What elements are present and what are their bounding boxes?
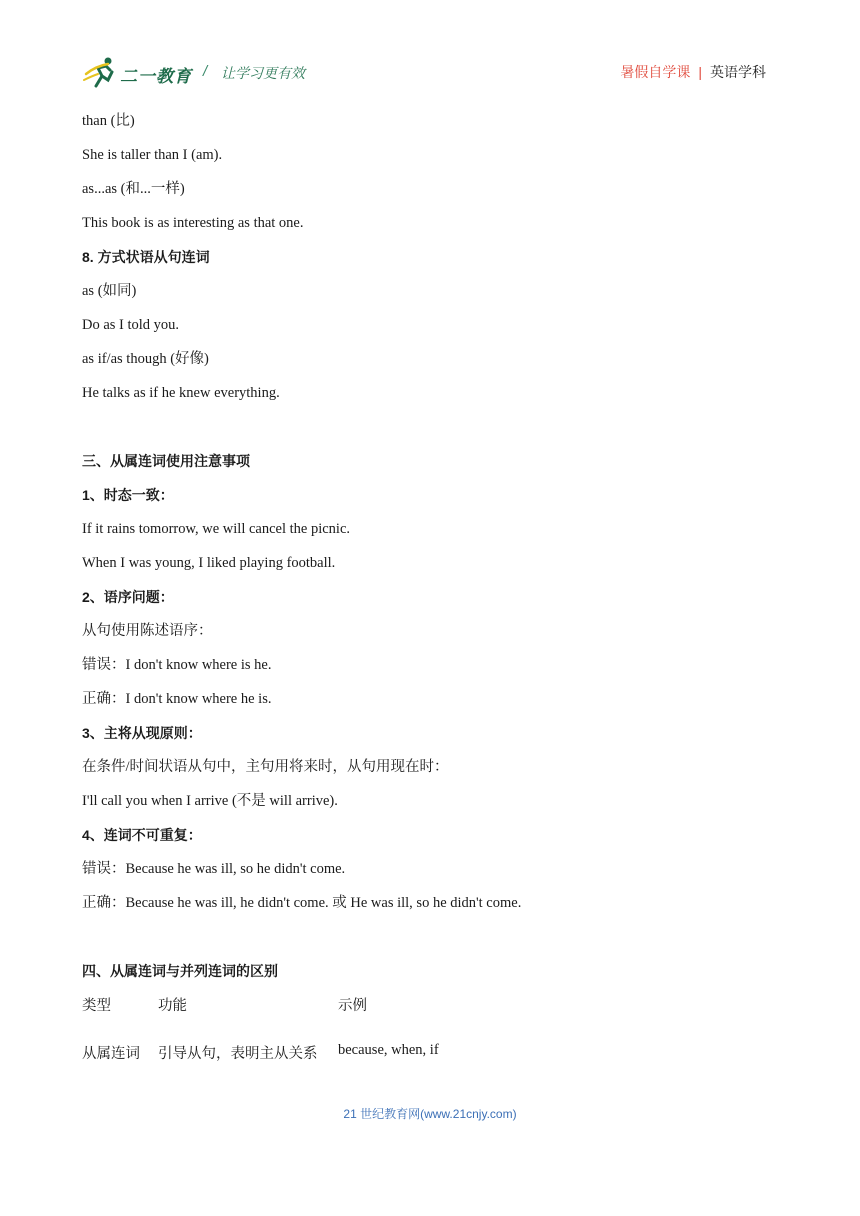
- section-heading: 2、语序问题：: [82, 589, 174, 605]
- table-cell-type: 从属连词: [82, 1046, 140, 1062]
- section-heading: 4、连词不可重复：: [82, 827, 202, 843]
- section-heading: 1、时态一致：: [82, 487, 174, 503]
- course-label: 暑假自学课: [620, 64, 691, 80]
- spacer: [82, 416, 772, 450]
- body-line: I'll call you when I arrive (不是 will arrive).: [82, 793, 338, 809]
- spacer: [82, 926, 772, 960]
- body-line: 错误：Because he was ill, so he didn't come.: [82, 861, 346, 877]
- body-line: 在条件/时间状语从句中，主句用将来时，从句用现在时：: [82, 759, 449, 775]
- body-line: If it rains tomorrow, we will cancel the picnic.: [82, 521, 351, 537]
- body-line: as if/as though (好像): [82, 351, 209, 367]
- body-line: 正确：Because he was ill, he didn't come. 或 He was ill, so he didn't come.: [82, 895, 522, 911]
- slogan-separator: /: [203, 63, 208, 80]
- section-heading: 8. 方式状语从句连词: [82, 249, 210, 265]
- table-header-example: 示例: [338, 998, 367, 1014]
- table-row: [82, 1042, 772, 1090]
- body-line: When I was young, I liked playing football.: [82, 555, 336, 571]
- section-heading: 三、从属连词使用注意事项: [82, 453, 250, 469]
- body-line: 从句使用陈述语序：: [82, 623, 213, 639]
- table-cell-example: because, when, if: [338, 1042, 439, 1058]
- document-body: [82, 110, 772, 994]
- body-line: She is taller than I (am).: [82, 147, 223, 163]
- section-heading: 3、主将从现原则：: [82, 725, 202, 741]
- table-cell-function: 引导从句，表明主从关系: [158, 1046, 318, 1062]
- page-header: [82, 56, 766, 90]
- table-header-function: 功能: [158, 998, 187, 1014]
- table-header-row: [82, 994, 772, 1042]
- runner-logo-icon: [82, 56, 122, 88]
- header-divider: |: [698, 64, 702, 80]
- body-line: 错误：I don't know where is he.: [82, 657, 272, 673]
- table-header-type: 类型: [82, 998, 111, 1014]
- logo-text: 二一教育: [120, 67, 192, 86]
- body-line: Do as I told you.: [82, 317, 180, 333]
- body-line: as...as (和...一样): [82, 181, 185, 197]
- body-line: than (比): [82, 113, 135, 129]
- section-heading: 四、从属连词与并列连词的区别: [82, 963, 278, 979]
- slogan: 让学习更有效: [221, 65, 305, 81]
- header-course-info: [620, 62, 766, 82]
- logo: [82, 56, 194, 88]
- subject-label: 英语学科: [710, 64, 766, 80]
- body-line: 正确：I don't know where he is.: [82, 691, 272, 707]
- page-footer: 21 世纪教育网(www.21cnjy.com): [343, 1107, 517, 1121]
- comparison-table: [82, 994, 772, 1090]
- body-line: He talks as if he knew everything.: [82, 385, 280, 401]
- body-line: as (如同): [82, 283, 137, 299]
- body-line: This book is as interesting as that one.: [82, 215, 304, 231]
